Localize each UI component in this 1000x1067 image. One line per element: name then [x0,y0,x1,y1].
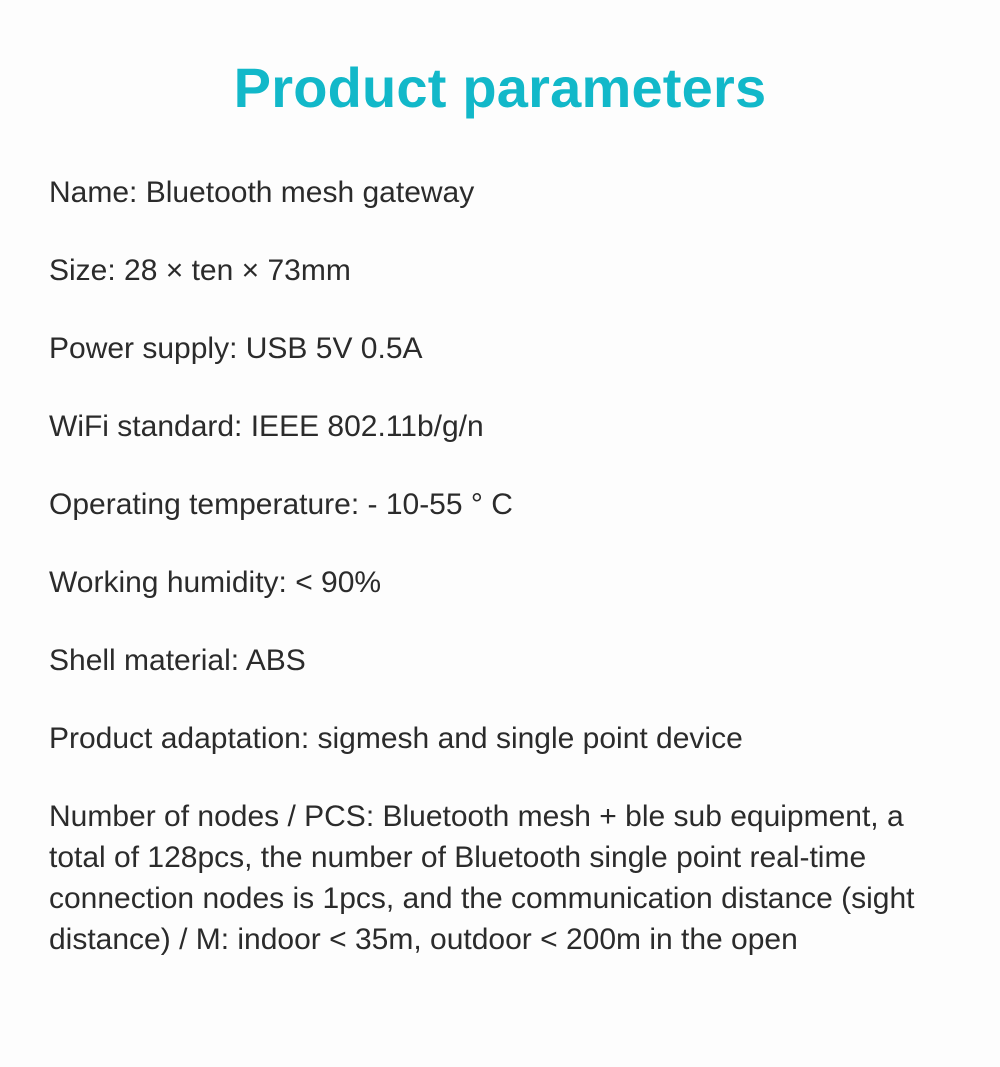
param-working-humidity: Working humidity: < 90% [49,566,382,599]
parameter-list [49,172,969,996]
param-size: Size: 28 × ten × 73mm [49,254,351,287]
page-title: Product parameters [233,56,767,119]
param-product-adaptation: Product adaptation: sigmesh and single point device [49,722,743,755]
param-wifi-standard: WiFi standard: IEEE 802.11b/g/n [49,410,484,443]
param-operating-temperature: Operating temperature: - 10-55 ° C [49,488,513,521]
param-shell-material: Shell material: ABS [49,644,306,677]
param-name: Name: Bluetooth mesh gateway [49,176,475,209]
param-number-of-nodes: Number of nodes / PCS: Bluetooth mesh + ble sub equipment, a total of 128pcs, the number of Bluetooth single point real-time connection nodes is 1pcs, and the communication distance (sight distance) / M: indoor < 35m, outdoor < 200m in the open [49,800,915,956]
param-power-supply: Power supply: USB 5V 0.5A [49,332,423,365]
